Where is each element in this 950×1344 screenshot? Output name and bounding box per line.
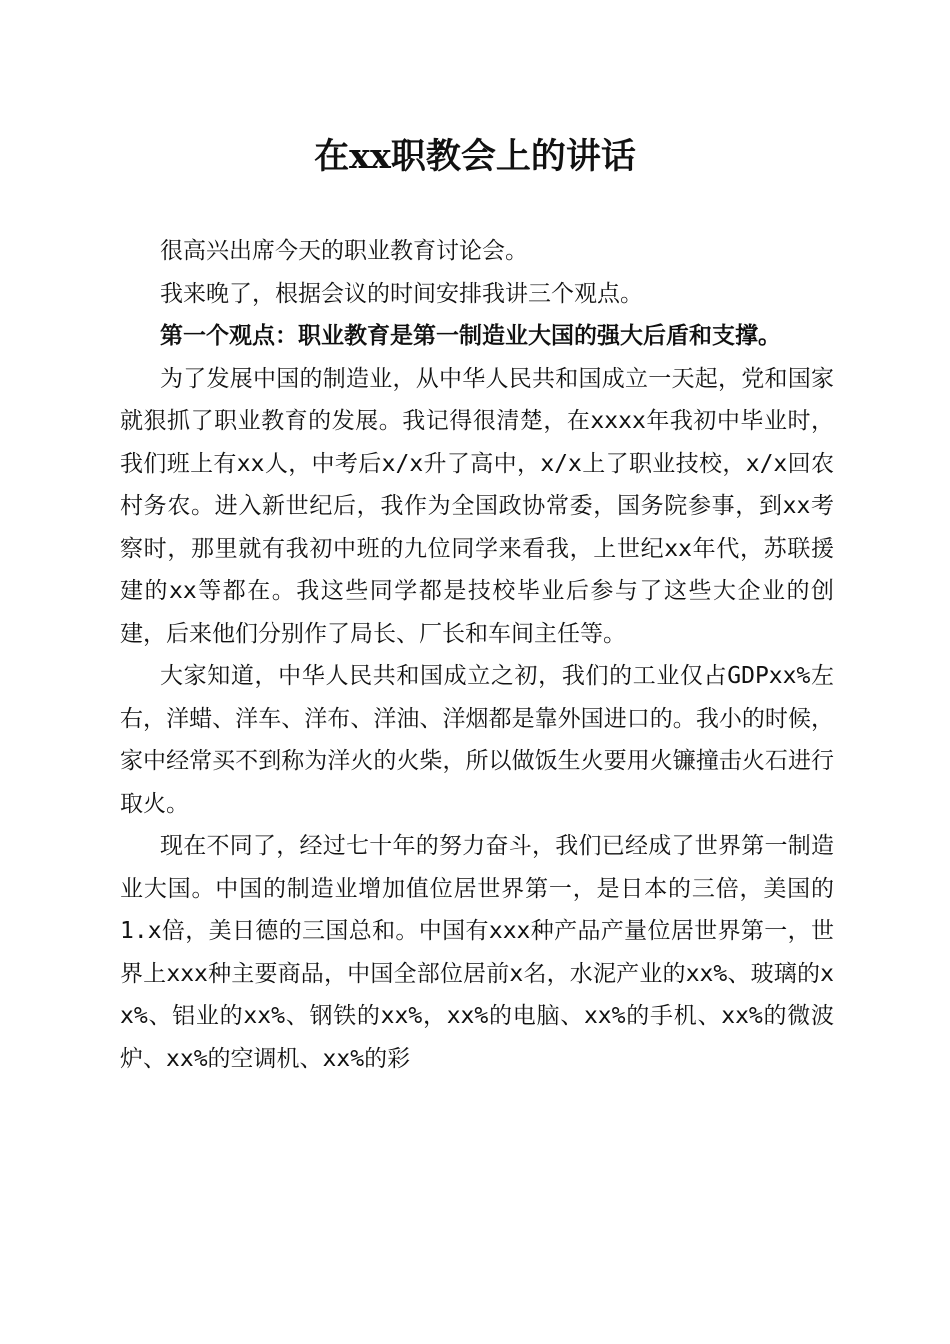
paragraph-present: 现在不同了，经过七十年的努力奋斗，我们已经成了世界第一制造业大国。中国的制造业增加值位居世界第一，是日本的三倍，美国的1.x倍，美日德的三国总和。中国有xxx种产品产量位居世界第一，世界上xxx种主要商品，中国全部位居前x名，水泥产业的xx%、玻璃的xx%、铝业的xx%、钢铁的xx%，xx%的电脑、xx%的手机、xx%的微波炉、xx%的空调机、xx%的彩 xyxy=(120,833,834,1072)
document-title: 在xx职教会上的讲话 xyxy=(314,136,636,177)
document-body xyxy=(120,230,834,1080)
paragraph-history: 为了发展中国的制造业，从中华人民共和国成立一天起，党和国家就狠抓了职业教育的发展。我记得很清楚，在xxxx年我初中毕业时，我们班上有xx人，中考后x/x升了高中，x/x上了职业技校，x/x回农村务农。进入新世纪后，我作为全国政协常委，国务院参事，到xx考察时，那里就有我初中班的九位同学来看我，上世纪xx年代，苏联援建的xx等都在。我这些同学都是技校毕业后参与了这些大企业的创建，后来他们分别作了局长、厂长和车间主任等。 xyxy=(120,365,834,647)
paragraph-first-point-heading: 第一个观点：职业教育是第一制造业大国的强大后盾和支撑。 xyxy=(160,323,781,349)
paragraph-founding: 大家知道，中华人民共和国成立之初，我们的工业仅占GDPxx%左右，洋蜡、洋车、洋布、洋油、洋烟都是靠外国进口的。我小的时候，家中经常买不到称为洋火的火柴，所以做饭生火要用火镰撞击火石进行取火。 xyxy=(120,663,834,817)
paragraph-greeting: 很高兴出席今天的职业教育讨论会。 xyxy=(160,238,528,264)
paragraph-intro: 我来晚了，根据会议的时间安排我讲三个观点。 xyxy=(160,280,643,307)
